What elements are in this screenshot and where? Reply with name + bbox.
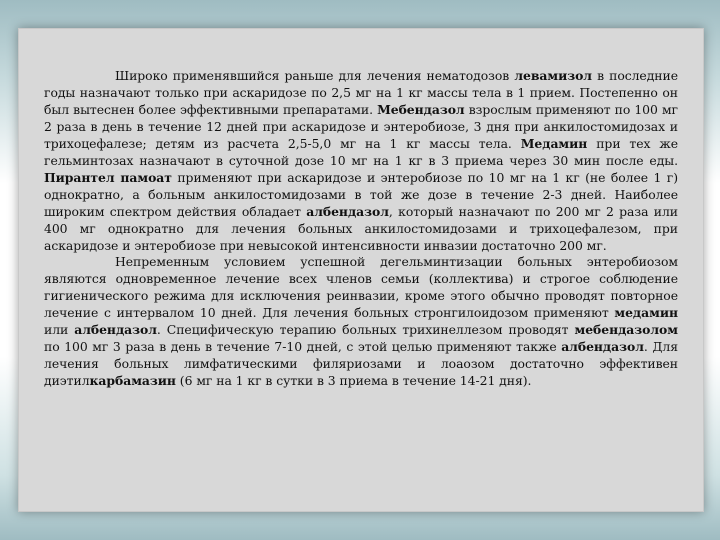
paragraph-1	[44, 68, 678, 254]
text-run: (6 мг на 1 кг в сутки в 3 приема в течение 14-21 дня).	[175, 373, 532, 389]
text-run: применяют при аскаридозе и энтеробиозе по 10 мг на 1 кг (не более 1 г) однократно, а больным анкилостомидозами в той же дозе в течение 2-3 дней. Наиболее широким спектром действия обладает	[44, 169, 678, 219]
drug-name: карбамазин	[89, 373, 176, 389]
text-run: при тех же гельминтозах назначают в суточной дозе 10 мг на 1 кг в 3 приема через 30 мин после еды.	[44, 135, 679, 168]
drug-name: левамизол	[514, 68, 592, 83]
drug-name: албендазол	[306, 203, 389, 219]
drug-name: албендазол	[561, 339, 644, 355]
text-run: по 100 мг 3 раза в день в течение 7-10 дней, с этой целью применяют также	[44, 339, 562, 355]
drug-name: Пирантел памоат	[44, 169, 172, 185]
body-text	[44, 68, 678, 390]
paragraph-2	[44, 254, 678, 390]
text-run: . Специфическую терапию больных трихинеллезом проводят	[156, 322, 575, 338]
text-run: или	[44, 322, 75, 338]
drug-name: мебендазолом	[574, 322, 678, 338]
text-run: Непременным условием успешной дегельминтизации больных энтеробиозом являются одновременное лечение всех членов семьи (коллектива) и строгое соблюдение гигиенического режима для исключения реинвазии, кроме этого обычно проводят повторное лечение с интервалом 10 дней. Для лечения больных стронгилоидозом применяют	[44, 254, 678, 321]
text-run: Широко применявшийся раньше для лечения нематодозов	[115, 68, 515, 83]
text-run: . Для лечения больных лимфатическими филяриозами и лоаозом достаточно эффективен диэтил	[44, 339, 678, 389]
text-run: взрослым применяют по 100 мг 2 раза в день в течение 12 дней при аскаридозе и энтеробиозе, 3 дня при анкилостомидозах и трихоцефалезе; детям из расчета 2,5-5,0 мг на 1 кг массы тела.	[44, 101, 678, 151]
drug-name: Мебендазол	[377, 101, 465, 117]
text-run: в последние годы назначают только при аскаридозе по 2,5 мг на 1 кг массы тела в 1 прием. Постепенно он был вытеснен более эффективными препаратами.	[44, 68, 678, 117]
drug-name: албендазол	[74, 322, 157, 338]
drug-name: медамин	[614, 305, 678, 321]
drug-name: Медамин	[520, 135, 588, 151]
text-run: , который назначают по 200 мг 2 раза или 400 мг однократно для лечения больных анкилостомидозами и трихоцефалезом, при аскаридозе и энтеробиозе при невысокой интенсивности инвазии достаточно 200 мг.	[44, 203, 679, 253]
